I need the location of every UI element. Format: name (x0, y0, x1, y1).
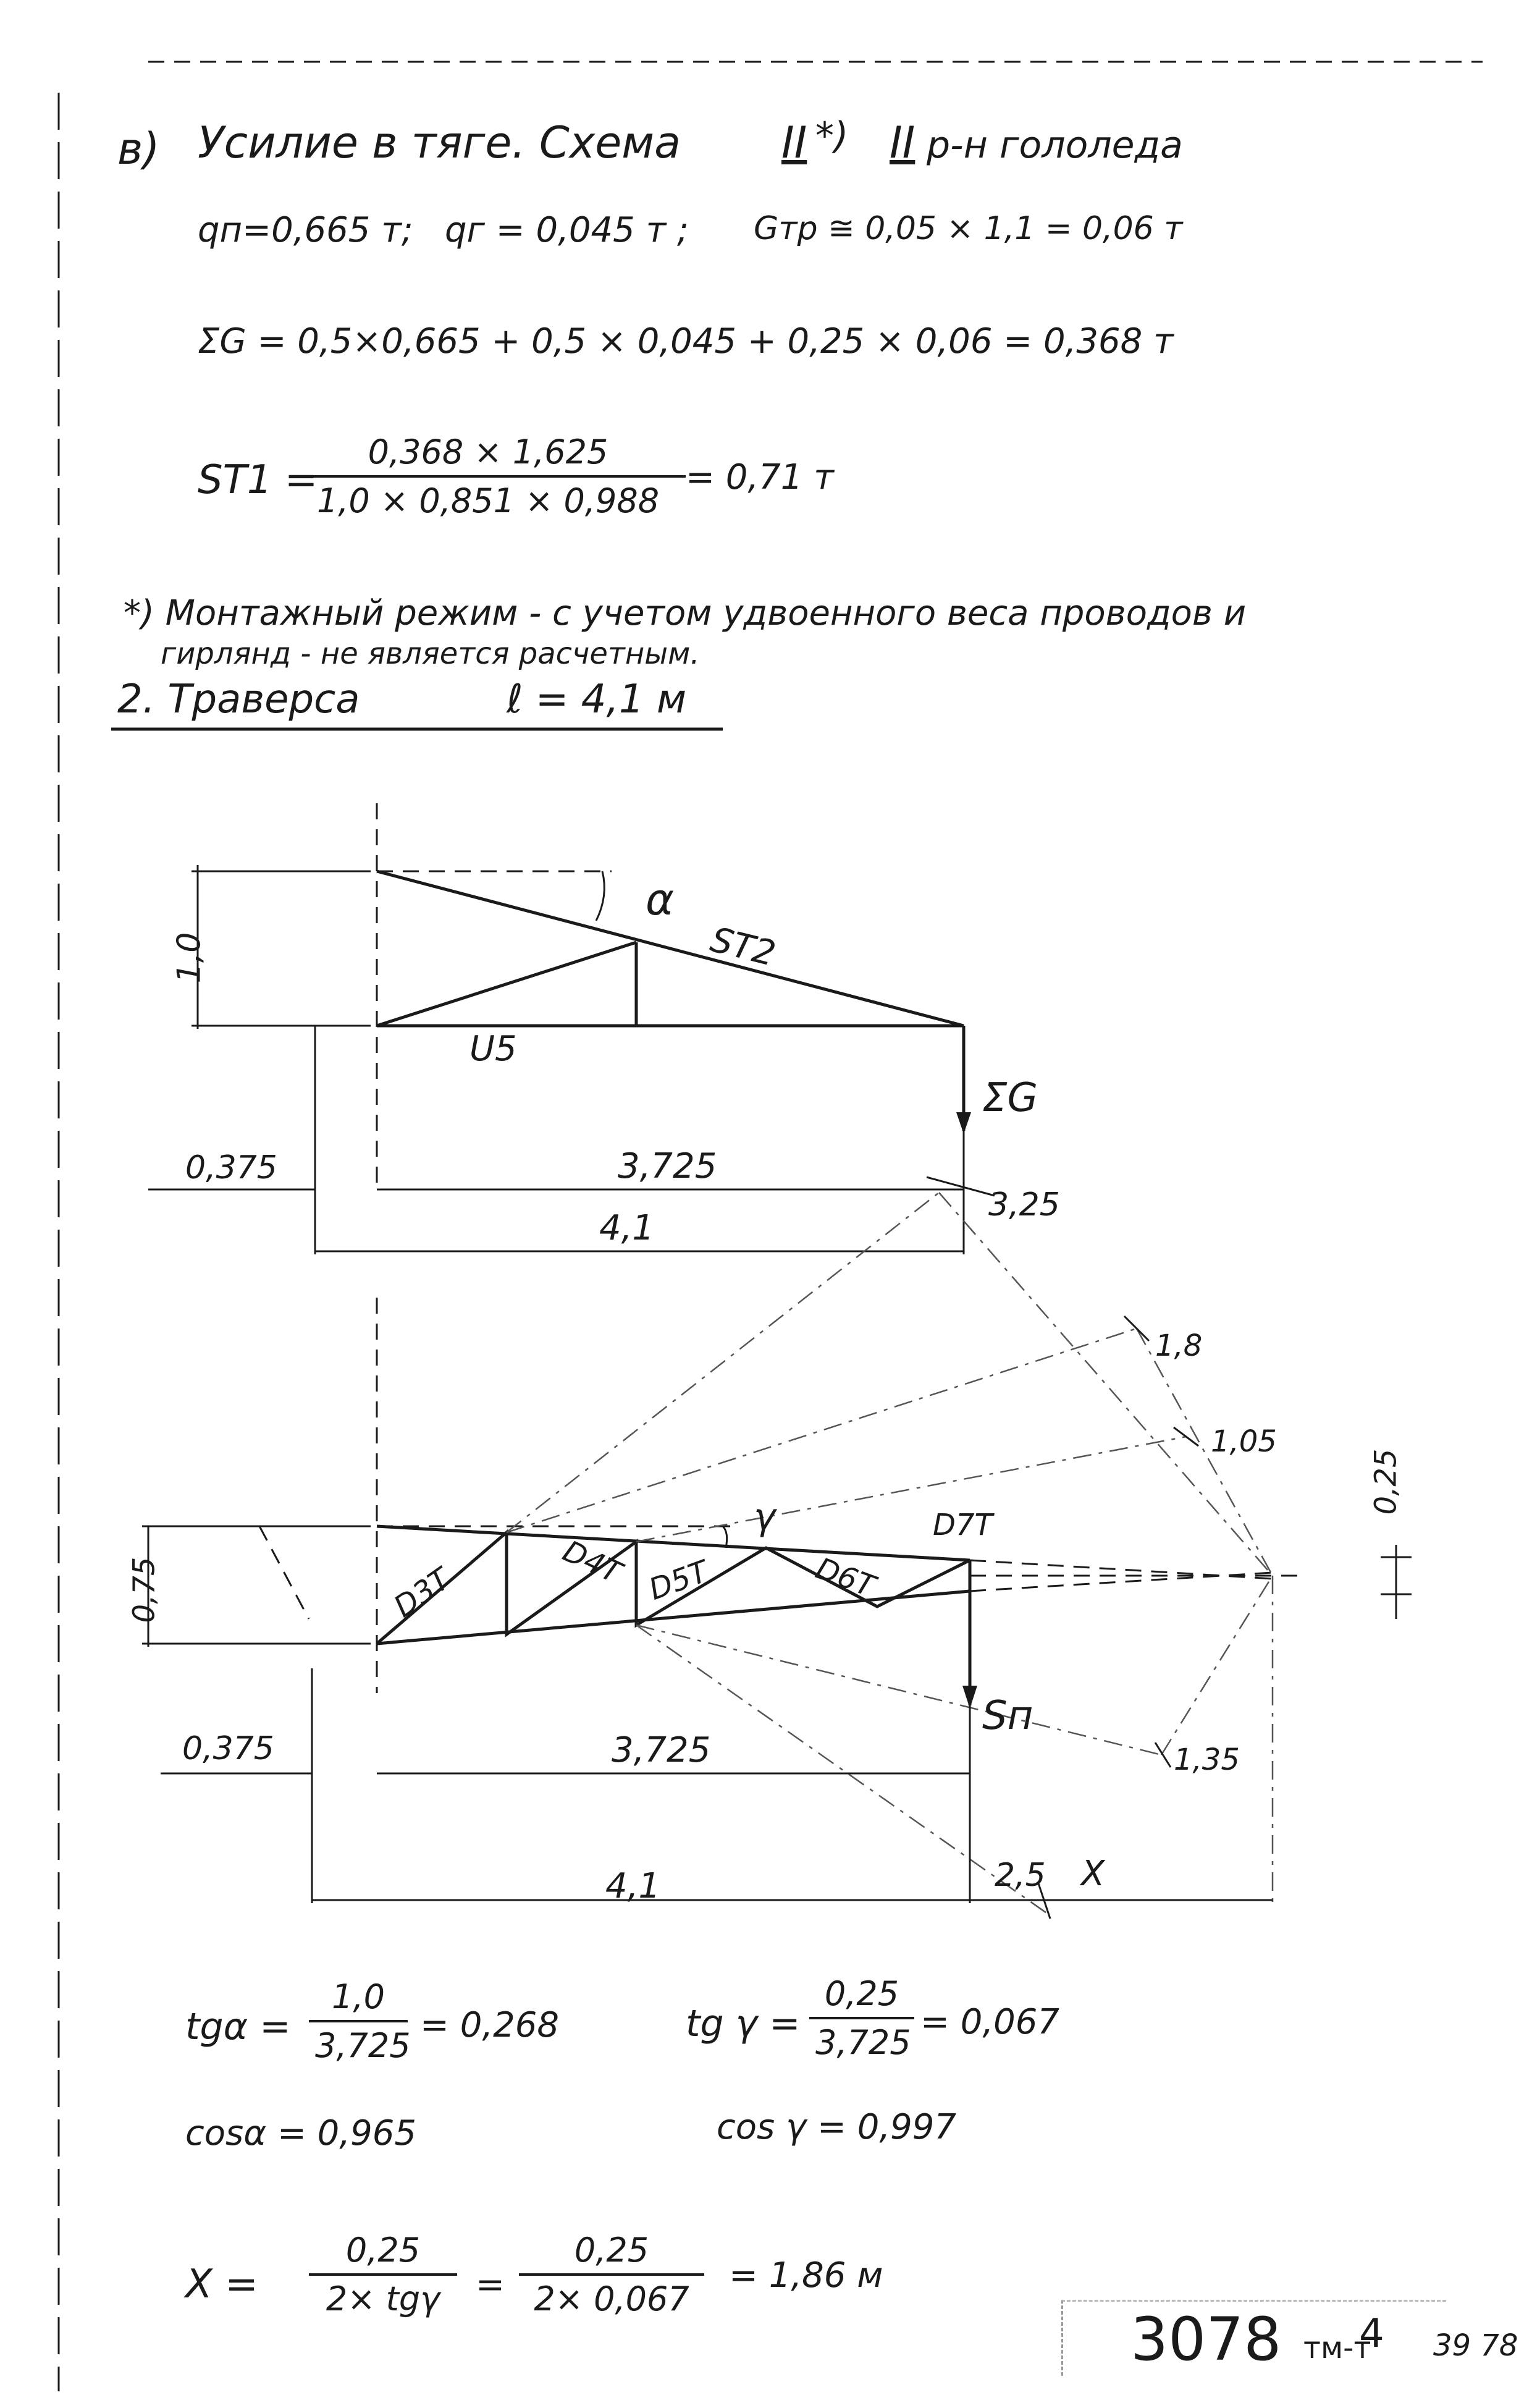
load-qr: qг = 0,045 т ; (445, 210, 689, 250)
st1-denominator: 1,0 × 0,851 × 0,988 (316, 481, 660, 520)
tg-alpha-den: 3,725 (315, 2026, 411, 2065)
d2-gamma-label: γ (754, 1495, 776, 1539)
x-result: = 1,86 м (729, 2255, 883, 2296)
section-v-ice-region-no: II (890, 117, 915, 168)
d1-span-label: 3,725 (618, 1146, 717, 1186)
d2-d5-label: D5T (644, 1554, 713, 1607)
d1-alpha-arc (596, 871, 604, 921)
d1-alpha-label: α (646, 874, 675, 925)
d2-arm-line-2 (507, 1329, 1137, 1532)
d1-overhang-label: 0,375 (185, 1149, 277, 1186)
cos-alpha: cosα = 0,965 (185, 2113, 416, 2153)
d2-total-label: 4,1 (605, 1866, 661, 1906)
footnote-line1: *) Монтажный режим - с учетом удвоенного веса проводов и (124, 593, 1247, 633)
d2-ext-label: 2,5 (995, 1857, 1046, 1894)
stamp-series: тм-т (1303, 2331, 1371, 2365)
section-v-letter: в) (117, 124, 160, 174)
d2-arm-line-1 (507, 1193, 939, 1532)
d2-top-chord (377, 1526, 970, 1560)
d2-span-label: 3,725 (612, 1730, 711, 1770)
d1-total-label: 4,1 (599, 1208, 655, 1248)
d2-d3-label: D3T (387, 1561, 457, 1624)
tg-gamma-fraction (809, 1974, 914, 2062)
d1-arm-label: 3,25 (988, 1186, 1060, 1223)
d2-arm-025-label: 0,25 (1368, 1448, 1404, 1515)
d2-arm-135-label: 1,35 (1174, 1743, 1240, 1777)
stamp-number: 3078 (1130, 2305, 1282, 2374)
st1-fraction (290, 433, 686, 520)
stamp-sheet: 4 (1359, 2311, 1384, 2357)
d1-diagonal (377, 942, 636, 1026)
x-fraction-2 (519, 2231, 704, 2318)
stamp-sub: 39 78 (1433, 2328, 1518, 2363)
d2-d7-label: D7T (933, 1508, 993, 1542)
tg-gamma-label: tg γ = (686, 2002, 801, 2045)
st1-label: ST1 = (198, 457, 318, 503)
d2-arm-line-5 (636, 1625, 1161, 1755)
d2-x-label: X (1081, 1854, 1105, 1894)
x-label: X = (185, 2262, 258, 2307)
d1-height-label: 1,0 (170, 932, 208, 984)
tg-gamma-num: 0,25 (809, 1974, 914, 2019)
d2-arm-line-3 (636, 1437, 1186, 1542)
diagram1-truss (148, 803, 995, 1254)
d2-arm-105-label: 1,05 (1211, 1424, 1277, 1459)
d1-load-label: ΣG (982, 1075, 1038, 1121)
d2-arm-18-label: 1,8 (1155, 1329, 1203, 1363)
section-v-scheme-no: II (781, 117, 807, 168)
x-num-1: 0,25 (309, 2231, 457, 2276)
diagram2-truss (142, 1193, 1412, 1919)
tg-alpha-label: tgα = (185, 2005, 291, 2048)
d1-chord-label: U5 (469, 1029, 517, 1069)
sum-g: ΣG = 0,5×0,665 + 0,5 × 0,045 + 0,25 × 0,06 = 0,368 т (198, 321, 1174, 361)
section2-title: 2. Траверса (117, 677, 360, 722)
section2-length: ℓ = 4,1 м (507, 677, 687, 722)
x-num-2: 0,25 (519, 2231, 704, 2276)
section-v-ice-region-label: р-н гололеда (927, 124, 1183, 167)
tg-alpha-num: 1,0 (309, 1977, 408, 2022)
d2-d4-label: D4T (557, 1534, 627, 1591)
tg-alpha-result: = 0,268 (420, 2005, 560, 2045)
d2-arm-line-4 (636, 1625, 1050, 1916)
d2-overhang-label: 0,375 (182, 1730, 274, 1767)
d2-load-label: Sп (982, 1693, 1033, 1739)
load-qp: qп=0,665 т; (198, 210, 413, 250)
load-gtr: Gтр ≅ 0,05 × 1,1 = 0,06 т (754, 210, 1183, 247)
d1-tie-label: ST2 (706, 919, 780, 974)
tg-alpha-fraction (309, 1977, 411, 2065)
tg-gamma-den: 3,725 (815, 2023, 911, 2062)
d2-bottom-extension (970, 1573, 1273, 1591)
x-eq: = (476, 2265, 505, 2305)
section-v-scheme-mark: *) (815, 114, 849, 158)
section-v-title: Усилие в тяге. Схема (198, 117, 681, 168)
x-den-1: 2× tgγ (326, 2279, 440, 2318)
st1-numerator: 0,368 × 1,625 (290, 433, 686, 478)
tg-gamma-result: = 0,067 (920, 2002, 1060, 2042)
cos-gamma: cos γ = 0,997 (717, 2107, 957, 2147)
d2-height-label: 0,75 (127, 1557, 162, 1623)
x-fraction-1 (309, 2231, 457, 2318)
x-den-2: 2× 0,067 (534, 2279, 689, 2318)
footnote-line2: гирлянд - не является расчетным. (161, 636, 700, 671)
d2-d6-label: D6T (811, 1551, 880, 1604)
d2-top-extension (970, 1560, 1273, 1579)
st1-result: = 0,71 т (686, 457, 834, 497)
